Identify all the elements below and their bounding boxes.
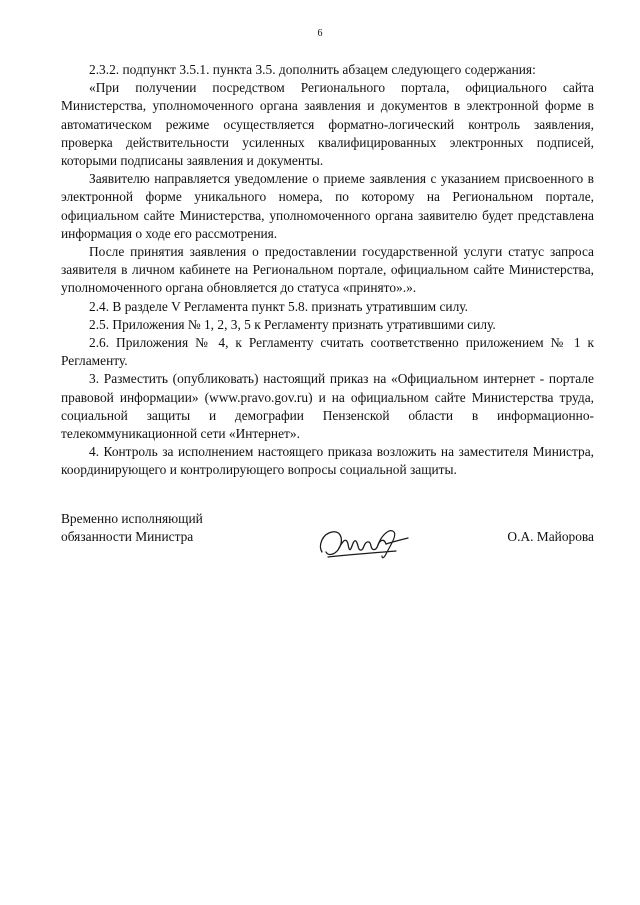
paragraph-2-5: 2.5. Приложения № 1, 2, 3, 5 к Регламенту признать утратившими силу. [89, 316, 496, 332]
paragraph-4-control: 4. Контроль за исполнением настоящего приказа возложить на заместителя Министра, координирующего и контролирующего вопросы социальной защиты. [61, 444, 594, 478]
document-body [61, 61, 594, 480]
paragraph-2-4: 2.4. В разделе V Регламента пункт 5.8. признать утратившим силу. [89, 298, 468, 314]
signer-title-line-1: Временно исполняющий [61, 511, 203, 526]
paragraph-notification: Заявителю направляется уведомление о приеме заявления с указанием присвоенного в электронной форме уникального номера, по которому на Региональном портале, официальном сайте Министерства, уполномоченного органа заявителю будет представлена информация о ходе его рассмотрения. [61, 171, 594, 241]
signer-name: О.А. Майорова [507, 529, 594, 544]
signature-block [61, 510, 594, 570]
signer-title [61, 510, 203, 546]
page-number: 6 [317, 28, 323, 39]
paragraph-3-publish: 3. Разместить (опубликовать) настоящий приказ на «Официальном интернет - портале правовой информации» (www.pravo.gov.ru) и на официальном сайте Министерства труда, социальной защиты и демографии Пензенской области в информационно-телекоммуникационной сети «Интернет». [61, 371, 594, 442]
paragraph-2-3-2: 2.3.2. подпункт 3.5.1. пункта 3.5. дополнить абзацем следующего содержания: [89, 62, 536, 77]
handwritten-signature [316, 524, 412, 560]
paragraph-status-update: После принятия заявления о предоставлении государственной услуги статус запроса заявителя в личном кабинете на Региональном портале, официальном сайте Министерства, уполномоченного органа обновляется до статуса «принято».». [61, 244, 594, 296]
paragraph-2-6: 2.6. Приложения № 4, к Регламенту считать соответственно приложением № 1 к Регламенту. [61, 335, 594, 369]
signer-title-line-2: обязанности Министра [61, 529, 194, 545]
paragraph-portal-control: «При получении посредством Регионального портала, официального сайта Министерства, уполномоченного органа заявления и документов в электронной форме в автоматическом режиме осуществляется форматно-логический контроль заявления, проверка действительности усиленных квалифицированных электронных подписей, которыми подписаны заявления и документы. [61, 80, 594, 169]
